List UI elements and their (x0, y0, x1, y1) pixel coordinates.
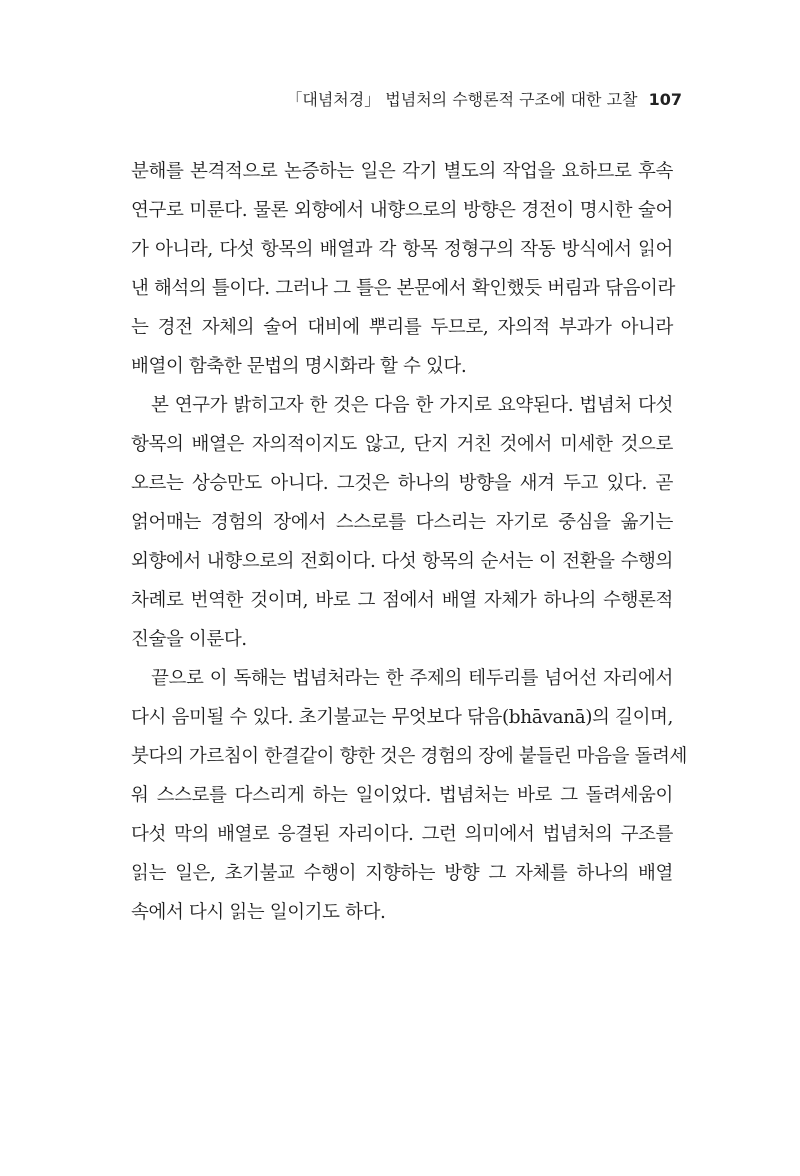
paragraph-1 (131, 152, 673, 386)
text-line: 배열이 함축한 문법의 명시화라 할 수 있다. (131, 356, 467, 377)
text-line: 외향에서 내향으로의 전회이다. 다섯 항목의 순서는 이 전환을 수행의 (131, 551, 673, 572)
text-line: 워 스스로를 다스리게 하는 일이었다. 법념처는 바로 그 돌려세움이 (131, 785, 673, 806)
text-line: 연구로 미룬다. 물론 외향에서 내향으로의 방향은 경전이 명시한 술어 (131, 200, 673, 221)
text-line: 진술을 이룬다. (131, 629, 247, 650)
text-line: 는 경전 자체의 술어 대비에 뿌리를 두므로, 자의적 부과가 아니라 (131, 317, 673, 338)
text-line: 다시 음미될 수 있다. 초기불교는 무엇보다 닦음(bhāvanā)의 길이며, (131, 707, 673, 728)
text-line: 붓다의 가르침이 한결같이 향한 것은 경험의 장에 붙들린 마음을 돌려세 (131, 746, 687, 767)
text-line: 속에서 다시 읽는 일이기도 하다. (131, 902, 386, 923)
text-line: 본 연구가 밝히고자 한 것은 다음 한 가지로 요약된다. 법념처 다섯 (151, 395, 673, 416)
page-number: 107 (648, 90, 682, 109)
text-line: 다섯 막의 배열로 응결된 자리이다. 그런 의미에서 법념처의 구조를 (131, 824, 673, 845)
running-header (286, 89, 682, 111)
paragraph-3 (131, 659, 687, 932)
text-line: 얽어매는 경험의 장에서 스스로를 다스리는 자기로 중심을 옮기는 (131, 512, 673, 533)
text-line: 끝으로 이 독해는 법념처라는 한 주제의 테두리를 넘어선 자리에서 (151, 668, 673, 689)
text-line: 차례로 번역한 것이며, 바로 그 점에서 배열 자체가 하나의 수행론적 (131, 590, 673, 611)
text-line: 가 아니라, 다섯 항목의 배열과 각 항목 정형구의 작동 방식에서 읽어 (131, 239, 673, 260)
text-line: 오르는 상승만도 아니다. 그것은 하나의 방향을 새겨 두고 있다. 곧 (131, 473, 673, 494)
text-line: 낸 해석의 틀이다. 그러나 그 틀은 본문에서 확인했듯 버림과 닦음이라 (131, 278, 675, 299)
text-line: 분해를 본격적으로 논증하는 일은 각기 별도의 작업을 요하므로 후속 (131, 161, 673, 182)
body-text (131, 152, 687, 932)
text-line: 항목의 배열은 자의적이지도 않고, 단지 거친 것에서 미세한 것으로 (131, 434, 673, 455)
text-line: 읽는 일은, 초기불교 수행이 지향하는 방향 그 자체를 하나의 배열 (131, 863, 673, 884)
paragraph-2 (131, 386, 673, 659)
running-header-title: 「대념처경」 법념처의 수행론적 구조에 대한 고찰 (286, 90, 638, 109)
